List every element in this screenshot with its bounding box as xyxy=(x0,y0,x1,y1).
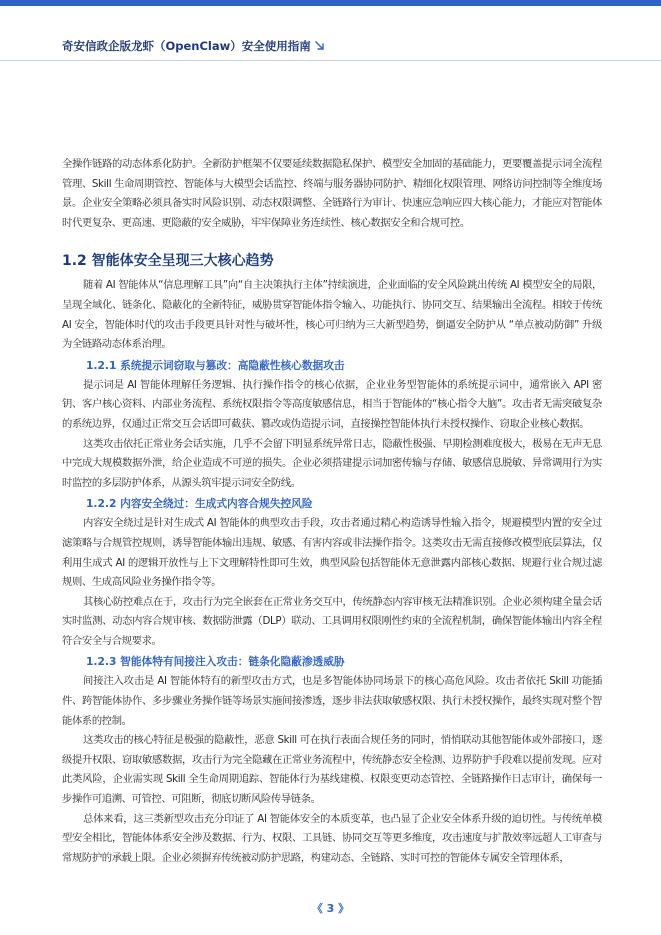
page-footer xyxy=(0,900,661,916)
section-1-2-paragraph: 随着 AI 智能体从“信息理解工具”向“自主决策执行主体”持续演进，企业面临的安全风险跳出传统 AI 模型安全的局限，呈现全域化、链条化、隐蔽化的全新特征，威胁贯穿智能体指令输入、功能执行、协同交互、结果输出全流程。相较于传统 AI 安全，智能体时代的攻击手段更具针对性与破坏性，核心可归纳为三大新型趋势，倒逼安全防护从 “单点被动防御” 升级为全链路动态体系治理。 xyxy=(62,279,602,351)
header-accent-bar xyxy=(0,0,661,6)
subsection-heading-1-2-3: 1.2.3 智能体特有间接注入攻击：链条化隐蔽渗透威胁 xyxy=(86,655,345,669)
main-content xyxy=(62,155,602,868)
subsection-heading-1-2-1: 1.2.1 系统提示词窃取与篡改：高隐蔽性核心数据攻击 xyxy=(86,358,345,372)
footer-right-mark: 》 xyxy=(338,902,350,915)
arrow-down-right-icon xyxy=(314,40,325,54)
paragraph: 这类攻击的核心特征是极强的隐蔽性，恶意 Skill 可在执行表面合规任务的同时，悄悄联动其他智能体或外部接口，逐级提升权限、窃取敏感数据，攻击行为完全隐藏在正常业务流程中，传统静态安全检测、边界防护手段难以提前发现。应对此类风险，企业需实现 Skill 全生命周期追踪、智能体行为基线建模、权限变更动态管控、全链路操作日志审计，确保每一步操作可追溯、可管控、可阻断，彻底切断风险传导链条。 xyxy=(62,734,602,806)
paragraph: 内容安全绕过是针对生成式 AI 智能体的典型攻击手段，攻击者通过精心构造诱导性输入指令，规避模型内置的安全过滤策略与合规管控规则，诱导智能体输出违规、敏感、有害内容或非法操作指令。这类攻击无需直接修改模型底层算法，仅利用生成式 AI 的逻辑开放性与上下文理解特性即可生效，典型风险包括智能体无意泄露内部核心数据、规避行业合规过滤规则、生成高风险业务操作指令等。 xyxy=(62,517,602,589)
paragraph: 其核心防控难点在于，攻击行为完全嵌套在正常业务交互中，传统静态内容审核无法精准识别。企业必须构建全量会话实时监测、动态内容合规审核、数据防泄露（DLP）联动、工具调用权限刚性约束的全流程机制，确保智能体输出内容全程符合安全与合规要求。 xyxy=(62,595,602,647)
page-header xyxy=(0,0,661,58)
paragraph: 总体来看，这三类新型攻击充分印证了 AI 智能体安全的本质变革，也凸显了企业安全体系升级的迫切性。与传统单模型安全相比，智能体体系安全涉及数据、行为、权限、工具链、协同交互等更多维度，攻击速度与扩散效率远超人工审查与常规防护的承载上限。企业必须摒弃传统被动防护思路，构建动态、全链路、实时可控的智能体专属安全管理体系， xyxy=(62,812,602,864)
section-heading-1-2: 1.2 智能体安全呈现三大核心趋势 xyxy=(62,253,274,270)
page-number: 3 xyxy=(326,902,335,915)
document-title: 奇安信政企版龙虾（OpenClaw）安全使用指南 xyxy=(62,38,325,54)
intro-paragraph: 全操作链路的动态体系化防护。全新防护框架不仅要延续数据隐私保护、模型安全加固的基础能力，更要覆盖提示词全流程管理、Skill 生命周期管控、智能体与大模型会话监控、终端与服务器协同防护、精细化权限管理、网络访问控制等全维度场景。企业安全策略必须具备实时风险识别、动态权限调整、全链路行为审计、快速应急响应四大核心能力，才能应对智能体时代更复杂、更高速、更隐蔽的安全威胁，牢牢保障业务连续性、核心数据安全和合规可控。 xyxy=(62,158,602,229)
subsection-heading-1-2-2: 1.2.2 内容安全绕过：生成式内容合规失控风险 xyxy=(86,497,313,511)
header-divider xyxy=(0,60,661,61)
footer-left-mark: 《 xyxy=(311,902,323,915)
paragraph: 提示词是 AI 智能体理解任务逻辑、执行操作指令的核心依据，企业业务型智能体的系统提示词中，通常嵌入 API 密钥、客户核心资料、内部业务流程、系统权限指令等高度敏感信息，相当于智能体的“核心指令大脑”。攻击者无需突破复杂的系统边界，仅通过正常交互会话即可截获、篡改或伪造提示词，直接操控智能体执行未授权操作、窃取企业核心数据。 xyxy=(62,378,602,430)
paragraph: 间接注入攻击是 AI 智能体特有的新型攻击方式，也是多智能体协同场景下的核心高危风险。攻击者依托 Skill 功能插件、跨智能体协作、多步骤业务操作链等场景实施间接渗透，逐步非法获取敏感权限、执行未授权操作，最终实现对整个智能体系的控制。 xyxy=(62,675,602,727)
paragraph: 这类攻击依托正常业务会话实施，几乎不会留下明显系统异常日志，隐蔽性极强、早期检测难度极大，极易在无声无息中完成大规模数据外泄，给企业造成不可逆的损失。企业必须搭建提示词加密传输与存储、敏感信息脱敏、异常调用行为实时监控的多层防护体系，从源头筑牢提示词安全防线。 xyxy=(62,437,602,489)
